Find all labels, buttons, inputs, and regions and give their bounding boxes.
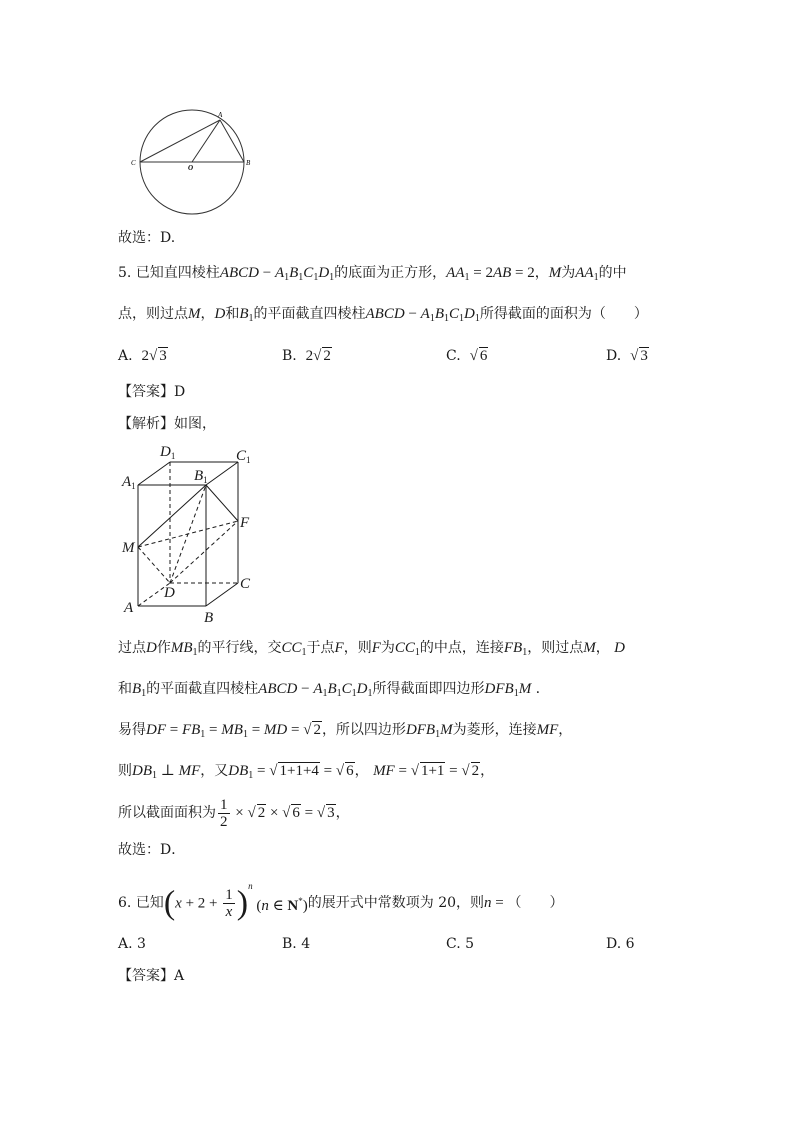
q5-text-10: 所得截面的面积为（ ） xyxy=(479,306,648,322)
q5-prism: ABCD − $A_1B_1C_1D_1$ xyxy=(219,265,335,283)
circle-label-b: B xyxy=(246,159,251,167)
q5-text-8: 和 xyxy=(225,306,240,322)
prism-label-b1: $B_1$ xyxy=(194,468,208,485)
q5-analysis-line4: 则$DB_1$ ⊥ MF，又$DB_1$ = √ 1+1+4 = √ 6， MF = √ 1+1 = √ 2， xyxy=(118,763,495,781)
prism-label-a: A xyxy=(124,600,134,616)
q5-number: 5. xyxy=(118,265,132,281)
q5-text-7: ， xyxy=(200,306,215,322)
q5-text-4: 为 xyxy=(561,265,576,281)
q6-line1: 6. 已知(x + 2 + $\frac{1}{x}$ )$^n$ (n ∈ N*)的展开式中常数项为 20，则n = （ ） xyxy=(118,881,564,922)
q5-analysis-line2: 和$B_1$的平面截直四棱柱ABCD − $A_1B_1C_1D_1$所得截面即四边形$DFB_1M$ . xyxy=(118,681,541,699)
circle-label-a: A xyxy=(218,111,223,119)
q6-expression: (x + 2 + $\frac{1}{x}$ )$^n$ (n ∈ N*) xyxy=(163,881,308,922)
q5-line2: 点，则过点M，D和$B_1$的平面截直四棱柱ABCD − $A_1B_1C_1D_1$所得截面的面积为（ ） xyxy=(118,306,648,324)
q5-conclusion: 故选：D． xyxy=(118,842,186,858)
q5-text-2: 的底面为正方形， xyxy=(334,265,447,281)
q5-condition: $AA_1 = 2AB = 2$ xyxy=(446,265,535,283)
q5-text-1: 已知直四棱柱 xyxy=(135,265,220,281)
q6-option-c[interactable]: C. 5 xyxy=(446,936,475,952)
prism-label-d1: $D_1$ xyxy=(160,444,176,461)
q6-number: 6. xyxy=(118,895,132,911)
prism-label-d: D xyxy=(164,585,175,601)
q5-analysis-line3: 易得DF = $FB_1 = MB_1$ = MD = √ 2，所以四边形$DFB_1M$为菱形，连接MF， xyxy=(118,722,573,740)
prism-label-f: F xyxy=(240,515,250,531)
prism-label-c: C xyxy=(240,576,251,592)
q6-answer: 【答案】A xyxy=(118,968,185,984)
q5-analysis-heading: 【解析】如图， xyxy=(118,416,216,432)
prism-figure xyxy=(118,440,268,625)
circle-label-c: C xyxy=(131,159,136,167)
q5-text-6: 点，则过点 xyxy=(118,306,188,322)
q5-option-d[interactable]: D. √ 3 xyxy=(606,348,648,364)
prism-label-b: B xyxy=(204,610,214,625)
q5-analysis-line5: 所以截面面积为 $\frac{1}{2}$ × √ 2 × √ 6 = √ 3， xyxy=(118,797,350,830)
q6-option-b[interactable]: B. 4 xyxy=(282,936,311,952)
q5-analysis-line1: 过点D作$MB_1$的平行线，交$CC_1$于点F，则F为$CC_1$的中点，连接$FB_1$，则过点M， D xyxy=(118,640,626,658)
prism-label-m: M xyxy=(122,540,135,556)
q6-option-d[interactable]: D. 6 xyxy=(606,936,635,952)
q5-option-b[interactable]: B. 2√ 2 xyxy=(282,348,331,364)
q5-option-c[interactable]: C. √ 6 xyxy=(446,348,488,364)
q6-option-a[interactable]: A. 3 xyxy=(118,936,146,952)
prism-label-a1: $A_1$ xyxy=(122,474,136,491)
q5-text-3: ， xyxy=(534,265,549,281)
q5-option-a[interactable]: A. 2√ 3 xyxy=(118,348,167,364)
prev-conclusion: 故选：D. xyxy=(118,230,176,246)
circle-figure xyxy=(128,104,268,218)
q5-answer: 【答案】D xyxy=(118,384,186,400)
prism-label-c1: $C_1$ xyxy=(236,448,251,465)
q5-text-9: 的平面截直四棱柱 xyxy=(253,306,366,322)
circle-label-o: O xyxy=(188,164,194,172)
q5-line1: 5. 已知直四棱柱ABCD − $A_1B_1C_1D_1$的底面为正方形，$AA_1 = 2AB = 2$，M为$AA_1$的中 xyxy=(118,265,627,283)
q5-text-5: 的中 xyxy=(598,265,627,281)
